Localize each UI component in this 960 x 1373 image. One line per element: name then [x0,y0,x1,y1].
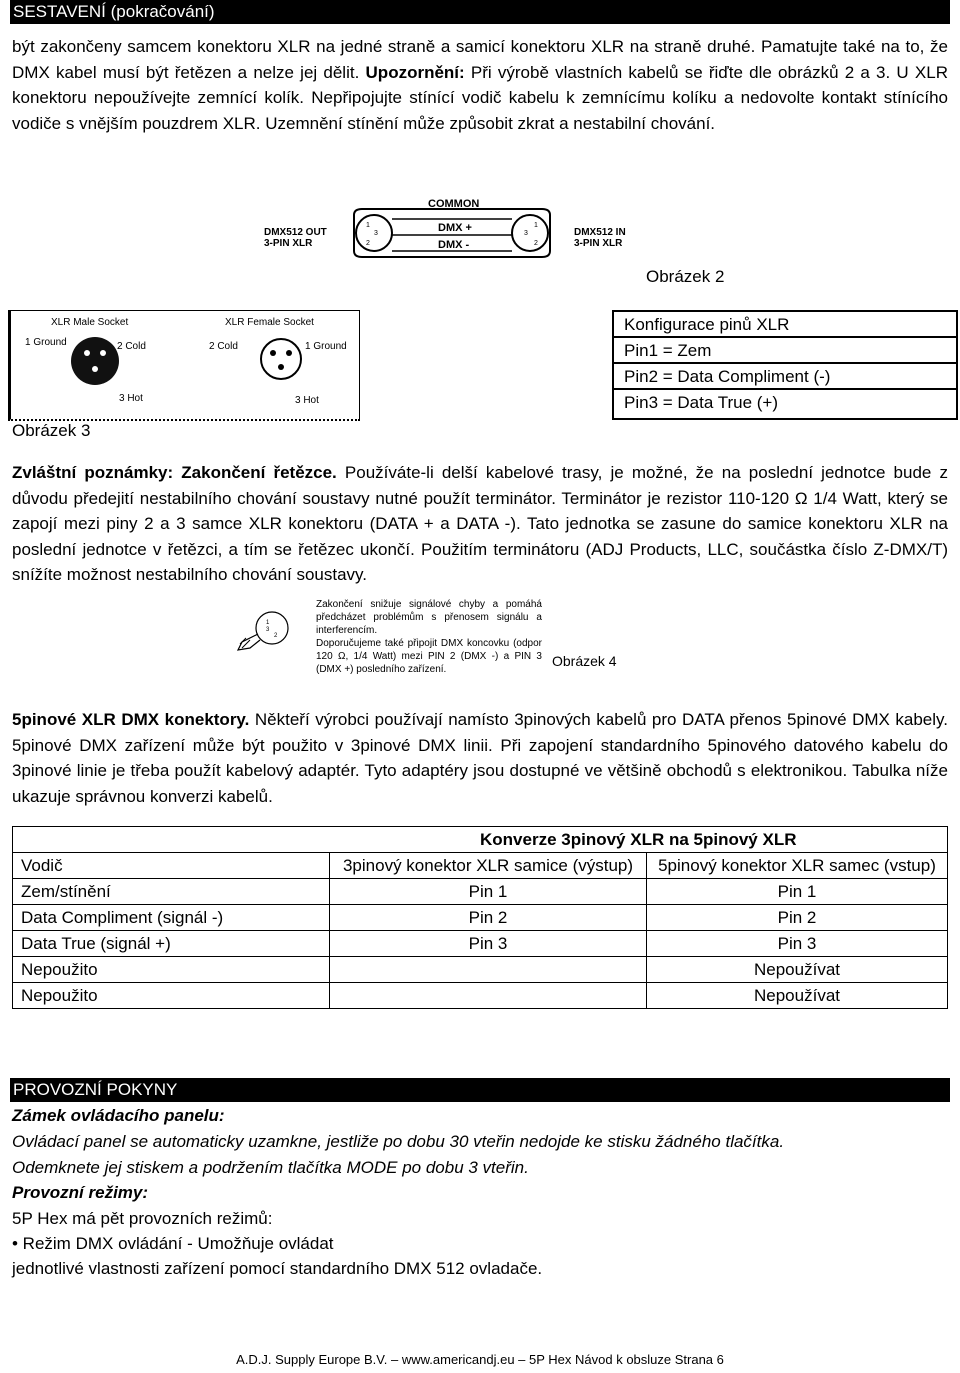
figure-4-note-1: Zakončení snižuje signálové chyby a pomáhá předcházet problémům s přenosem signálu a interferencím. [316,599,542,636]
table-cell: Pin 1 [330,879,647,905]
table-cell: Nepoužívat [647,957,948,983]
table-cell: Pin 3 [330,931,647,957]
fivepin-label: 5pinové XLR DMX konektory. [12,710,250,729]
table-row [13,905,948,931]
table-title-row [13,827,948,853]
special-notes-label: Zvláštní poznámky: Zakončení řetězce. [12,463,337,482]
male-cold-label: 2 Cold [117,341,146,352]
table-row [13,983,948,1009]
section-header: SESTAVENÍ (pokračování) [10,0,950,24]
lock-text [12,1129,948,1180]
lock-text-1: Ovládací panel se automaticky uzamkne, jestliže po dobu 30 vteřin nedojde ke stisku žádného tlačítka. [12,1132,785,1151]
female-ground-label: 1 Ground [305,341,347,352]
in-label-1: DMX512 IN [574,227,626,238]
pin-config-row: Pin3 = Data True (+) [624,393,779,412]
table-title: Konverze 3pinový XLR na 5pinový XLR [330,827,948,853]
intro-text: být zakončeny samcem konektoru XLR na jedné straně a samicí konektoru XLR na straně druhé. Pamatujte také na to, že DMX kabel musí být řetězen a nelze jej dělit. [12,37,948,82]
modes-text: 5P Hex má pět provozních režimů: [12,1209,273,1228]
out-label-1: DMX512 OUT [264,227,327,238]
modes-bullet: • Režim DMX ovládání - Umožňuje ovládat [12,1234,334,1253]
table-header-row [13,853,948,879]
modes-title: Provozní režimy: [12,1183,149,1202]
figure-4-terminator-image [232,604,298,656]
table-header: 3pinový konektor XLR samice (výstup) [330,853,647,879]
table-cell: Zem/stínění [13,879,330,905]
figure-4-notes [316,598,542,676]
lock-text-2: Odemknete jej stiskem a podržením tlačítka MODE po dobu 3 vteřin. [12,1157,529,1177]
table-cell: Data Compliment (signál -) [13,905,330,931]
figure-3-caption: Obrázek 3 [12,421,91,440]
table-cell: Nepoužito [13,957,330,983]
male-socket-title: XLR Male Socket [51,317,129,328]
svg-text:1: 1 [366,222,370,229]
pin-config-box [612,310,958,420]
figure-3-diagram [8,310,360,421]
fivepin-paragraph [12,707,948,809]
male-ground-label: 1 Ground [25,337,67,348]
conversion-table [12,826,948,1009]
table-row [13,957,948,983]
table-header: 5pinový konektor XLR samec (vstup) [647,853,948,879]
figure-4-note-2: Doporučujeme také připojit DMX koncovku (odpor 120 Ω, 1/4 Watt) mezi PIN 2 (DMX -) a PIN 3 (DMX +) posledního zařízení. [316,638,542,675]
intro-paragraph [12,34,948,136]
table-row [13,931,948,957]
terminator-icon [232,604,298,656]
table-cell: Nepoužito [13,983,330,1009]
dmx-minus-label: DMX - [438,239,470,251]
pin-config-row: Pin2 = Data Compliment (-) [614,364,956,390]
svg-text:3: 3 [374,230,378,237]
table-header: Vodič [13,853,330,879]
xlr-pinout-svg [11,311,357,417]
pin-config-row: Pin1 = Zem [614,338,956,364]
figure-4-caption: Obrázek 4 [552,653,617,669]
modes-bullet-cont: jednotlivé vlastnosti zařízení pomocí standardního DMX 512 ovladače. [12,1259,543,1278]
warning-label: Upozornění: [365,62,465,82]
svg-text:1: 1 [266,620,270,626]
special-notes-text: Používáte-li delší kabelové trasy, je možné, že na poslední jednotce bude z důvodu předejití nestabilního chování soustavy nutné použít terminátor. Terminátor je rezistor 110-120 Ω 1/4 Watt, který se zapojí mezi piny 2 a 3 samce XLR konektoru (DATA + a DATA -). Tato jednotka se zasune do samice konektoru XLR na poslední jednotce v řetězci, a tím se řetězec ukončí. Použitím terminátoru (ADJ Products, LLC, součástka číslo Z-DMX/T) snížíte možnost nestabilního chování soustavy. [12,463,948,585]
female-cold-label: 2 Cold [209,341,238,352]
svg-text:2: 2 [274,633,278,639]
male-hot-label: 3 Hot [119,393,143,404]
operation-header: PROVOZNÍ POKYNY [10,1078,950,1102]
fivepin-text: Někteří výrobci používají namísto 3pinových kabelů pro DATA přenos 5pinové DMX kabely. 5pinové DMX zařízení může být použito v 3pinové DMX linii. Při zapojení standardního 5pinového datového kabelu do 3pinové linie je třeba použít kabelový adaptér. Tyto adaptéry jsou dostupné ve většině obchodů s elektronikou. Tabulka níže ukazuje správnou konverzi kabelů. [12,710,948,806]
table-cell: Pin 2 [330,905,647,931]
in-label-2: 3-PIN XLR [574,238,623,249]
svg-text:3: 3 [266,627,270,633]
svg-text:3: 3 [524,230,528,237]
warning-text: Při výrobě vlastních kabelů se řiďte dle obrázků 2 a 3. U XLR konektoru nepoužívejte zemnící kolík. Nepřipojujte stínící vodič kabelu k zemnícímu kolíku a nedovolte kontakt stínícího vodiče s vnějším pouzdrem XLR. Uzemnění stínění může způsobit zkrat a nestabilní chování. [12,62,948,133]
female-socket-title: XLR Female Socket [225,317,314,328]
figure-2-diagram [262,195,642,265]
common-label: COMMON [428,198,480,210]
svg-text:2: 2 [534,240,538,247]
female-hot-label: 3 Hot [295,395,319,406]
page-footer: A.D.J. Supply Europe B.V. – www.americandj.eu – 5P Hex Návod k obsluze Strana 6 [236,1352,724,1367]
svg-text:1: 1 [534,222,538,229]
figure-2-caption: Obrázek 2 [646,267,725,286]
special-notes-paragraph [12,460,948,588]
pin-config-title: Konfigurace pinů XLR [614,312,956,338]
table-cell [330,957,647,983]
dmx-cable-diagram [262,195,642,265]
svg-text:2: 2 [366,240,370,247]
table-cell [330,983,647,1009]
table-cell: Data True (signál +) [13,931,330,957]
out-label-2: 3-PIN XLR [264,238,313,249]
table-cell: Pin 2 [647,905,948,931]
lock-title: Zámek ovládacího panelu: [12,1106,225,1125]
table-row [13,879,948,905]
table-cell: Nepoužívat [647,983,948,1009]
dmx-plus-label: DMX + [438,222,472,234]
table-cell: Pin 1 [647,879,948,905]
table-cell: Pin 3 [647,931,948,957]
